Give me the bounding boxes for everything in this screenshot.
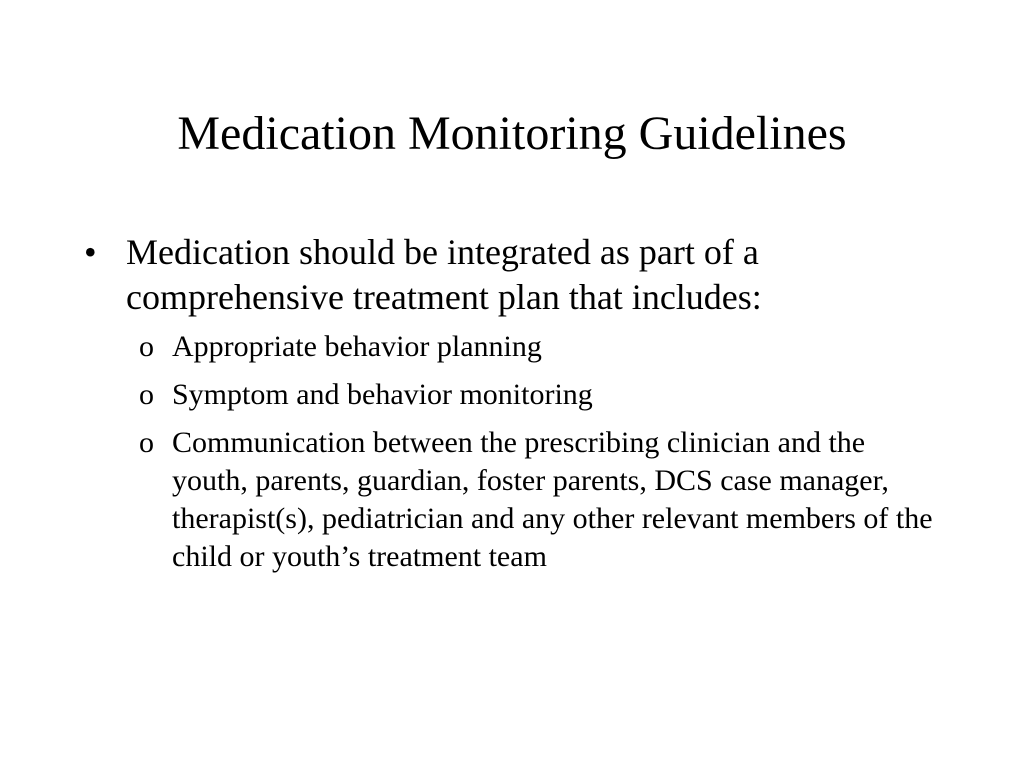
sub-bullet-text: Appropriate behavior planning bbox=[172, 330, 542, 363]
sub-bullet-item-monitoring bbox=[126, 376, 942, 414]
sub-bullet-text: Communication between the prescribing clinician and the youth, parents, guardian, foster parents, DCS case manager, therapist(s), pediatrician and any other relevant members of the child or youth’s treatment team bbox=[172, 426, 933, 573]
bullet-marker: • bbox=[84, 232, 97, 272]
sub-bullet-item-behavior-planning bbox=[126, 328, 942, 366]
sub-bullet-text: Symptom and behavior monitoring bbox=[172, 378, 593, 411]
bullet-item-main bbox=[84, 230, 964, 576]
slide-title: Medication Monitoring Guidelines bbox=[177, 107, 847, 160]
sub-bullet-item-communication bbox=[126, 424, 942, 576]
sub-bullet-marker: o bbox=[139, 378, 154, 411]
sub-bullet-list bbox=[126, 328, 964, 576]
sub-bullet-marker: o bbox=[139, 426, 154, 459]
bullet-text: Medication should be integrated as part of a comprehensive treatment plan that includes: bbox=[126, 232, 762, 317]
bullet-list bbox=[84, 230, 964, 586]
sub-bullet-marker: o bbox=[139, 330, 154, 363]
